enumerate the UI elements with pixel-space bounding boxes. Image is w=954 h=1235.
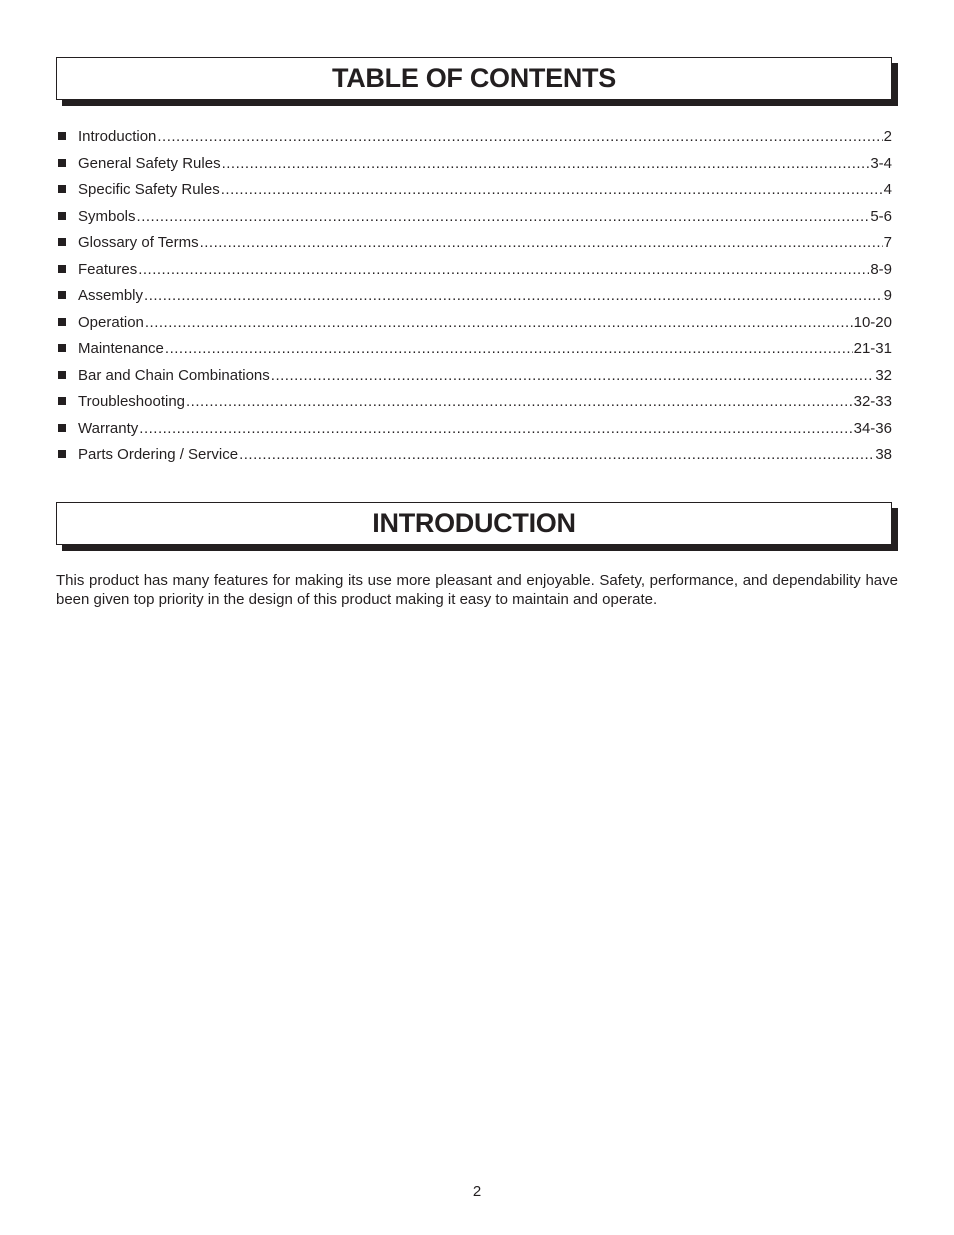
toc-item-operation[interactable] <box>56 310 892 337</box>
dot-leader <box>186 389 853 416</box>
introduction-heading: INTRODUCTION <box>372 508 576 538</box>
square-bullet-icon <box>58 344 66 352</box>
dot-leader <box>139 416 852 443</box>
toc-item-label: Introduction <box>78 128 157 145</box>
toc-item-page: 4 <box>883 181 892 198</box>
toc-item-label: Maintenance <box>78 340 164 357</box>
square-bullet-icon <box>58 291 66 299</box>
toc-heading: TABLE OF CONTENTS <box>332 63 616 93</box>
toc-item-page: 8-9 <box>870 260 892 278</box>
square-bullet-icon <box>58 238 66 246</box>
dot-leader <box>137 204 870 231</box>
toc-item-symbols[interactable] <box>56 204 892 231</box>
square-bullet-icon <box>58 397 66 405</box>
square-bullet-icon <box>58 132 66 140</box>
square-bullet-icon <box>58 212 66 220</box>
toc-item-introduction[interactable] <box>56 124 892 151</box>
toc-item-page: 21-31 <box>853 340 892 357</box>
toc-item-maintenance[interactable] <box>56 336 892 363</box>
dot-leader <box>239 442 874 469</box>
square-bullet-icon <box>58 424 66 432</box>
toc-item-label: Symbols <box>78 207 136 225</box>
toc-item-features[interactable] <box>56 257 892 284</box>
toc-item-label: Assembly <box>78 287 144 304</box>
toc-item-page: 32 <box>875 366 892 384</box>
square-bullet-icon <box>58 265 66 273</box>
toc-item-page: 2 <box>883 128 892 145</box>
dot-leader <box>221 177 883 204</box>
dot-leader <box>138 257 869 284</box>
toc-item-warranty[interactable] <box>56 416 892 443</box>
toc-item-bar-and-chain-combinations[interactable] <box>56 363 892 390</box>
square-bullet-icon <box>58 159 66 167</box>
toc-list <box>56 124 892 469</box>
toc-item-troubleshooting[interactable] <box>56 389 892 416</box>
dot-leader <box>144 283 883 310</box>
toc-item-label: Operation <box>78 313 144 331</box>
toc-heading-box <box>56 57 892 100</box>
toc-item-page: 10-20 <box>853 313 892 331</box>
toc-item-page: 5-6 <box>870 207 892 225</box>
toc-item-glossary-of-terms[interactable] <box>56 230 892 257</box>
toc-item-page: 7 <box>883 234 892 251</box>
toc-item-label: Features <box>78 260 138 278</box>
toc-item-label: Parts Ordering / Service <box>78 446 239 463</box>
toc-item-label: General Safety Rules <box>78 154 221 172</box>
toc-item-label: Troubleshooting <box>78 393 186 410</box>
toc-item-general-safety-rules[interactable] <box>56 151 892 178</box>
toc-item-assembly[interactable] <box>56 283 892 310</box>
dot-leader <box>200 230 883 257</box>
toc-item-specific-safety-rules[interactable] <box>56 177 892 204</box>
toc-item-page: 9 <box>883 287 892 304</box>
toc-item-page: 34-36 <box>853 419 892 437</box>
toc-item-page: 38 <box>875 446 892 463</box>
dot-leader <box>222 151 870 178</box>
dot-leader <box>165 336 853 363</box>
introduction-heading-box <box>56 502 892 545</box>
dot-leader <box>157 124 882 151</box>
dot-leader <box>145 310 853 337</box>
square-bullet-icon <box>58 318 66 326</box>
toc-item-label: Bar and Chain Combinations <box>78 366 270 384</box>
toc-item-parts-ordering-service[interactable] <box>56 442 892 469</box>
toc-item-page: 32-33 <box>853 393 892 410</box>
square-bullet-icon <box>58 185 66 193</box>
square-bullet-icon <box>58 371 66 379</box>
dot-leader <box>271 363 875 390</box>
square-bullet-icon <box>58 450 66 458</box>
toc-item-label: Specific Safety Rules <box>78 181 220 198</box>
page-number: 2 <box>472 1183 482 1200</box>
toc-item-label: Glossary of Terms <box>78 234 199 251</box>
toc-item-label: Warranty <box>78 419 139 437</box>
introduction-paragraph: This product has many features for making its use more pleasant and enjoyable. Safety, performance, and dependability have been given top priority in the design of this product making it easy to maintain and operate. <box>56 572 898 608</box>
toc-item-page: 3-4 <box>870 154 892 172</box>
